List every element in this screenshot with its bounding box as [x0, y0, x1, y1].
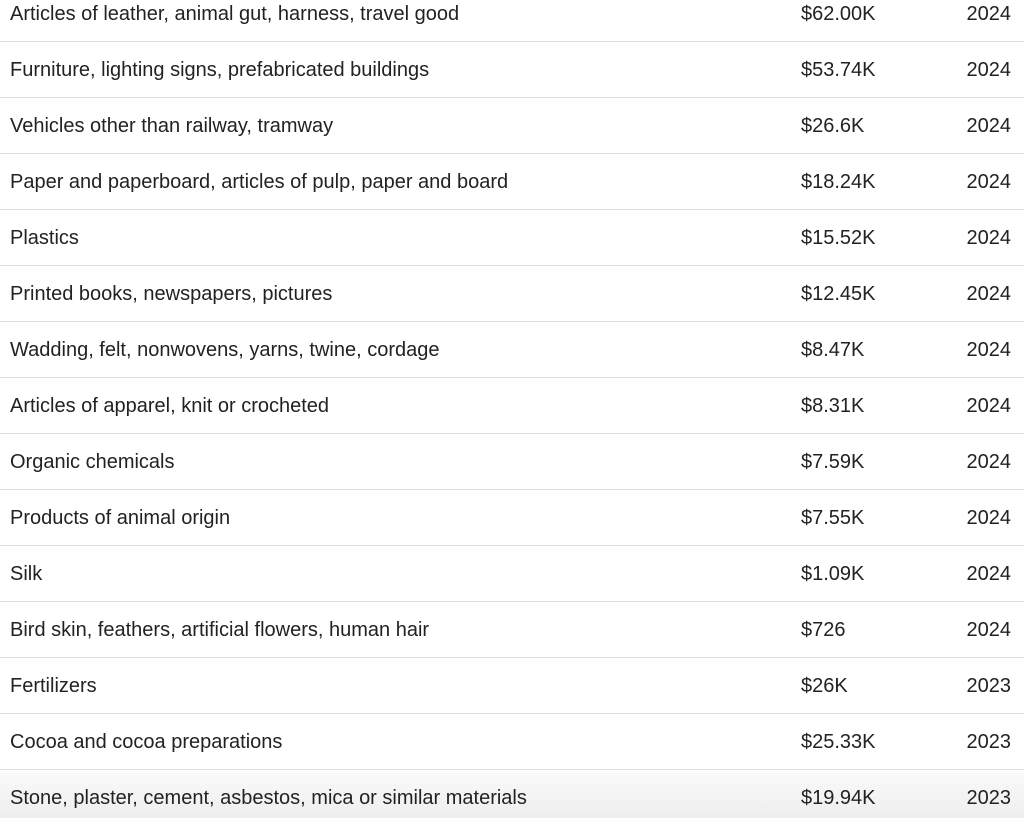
table-row[interactable] [0, 267, 1024, 322]
trade-year: 2024 [966, 395, 1011, 417]
table-row[interactable] [0, 659, 1024, 714]
product-name: Printed books, newspapers, pictures [10, 283, 333, 305]
product-name: Stone, plaster, cement, asbestos, mica or similar materials [10, 787, 527, 809]
trade-value: $8.31K [801, 395, 865, 417]
table-row[interactable] [0, 155, 1024, 210]
product-name: Bird skin, feathers, artificial flowers, human hair [10, 619, 430, 641]
trade-year: 2024 [966, 619, 1011, 641]
trade-value: $25.33K [801, 731, 876, 753]
table-row[interactable] [0, 379, 1024, 434]
product-name: Paper and paperboard, articles of pulp, paper and board [10, 171, 509, 193]
trade-year: 2024 [966, 563, 1011, 585]
trade-year: 2024 [966, 59, 1011, 81]
product-name: Organic chemicals [10, 451, 175, 473]
trade-value: $1.09K [801, 563, 865, 585]
table-row[interactable] [0, 323, 1024, 378]
trade-year: 2024 [966, 451, 1011, 473]
trade-year: 2023 [966, 675, 1011, 697]
trade-year: 2024 [966, 3, 1011, 25]
trade-year: 2024 [966, 171, 1011, 193]
table-row[interactable] [0, 715, 1024, 770]
product-name: Articles of apparel, knit or crocheted [10, 395, 330, 417]
table-row[interactable] [0, 491, 1024, 546]
table-row[interactable] [0, 0, 1024, 42]
table-row[interactable] [0, 547, 1024, 602]
product-name: Fertilizers [10, 675, 97, 697]
trade-year: 2024 [966, 283, 1011, 305]
trade-value: $12.45K [801, 283, 876, 305]
trade-year: 2023 [966, 731, 1011, 753]
trade-value: $53.74K [801, 59, 876, 81]
trade-value: $26.6K [801, 115, 865, 137]
trade-value: $8.47K [801, 339, 865, 361]
trade-year: 2023 [966, 787, 1011, 809]
table-row[interactable] [0, 99, 1024, 154]
trade-year: 2024 [966, 115, 1011, 137]
trade-value: $19.94K [801, 787, 876, 809]
trade-value: $7.55K [801, 507, 865, 529]
trade-value: $726 [801, 619, 846, 641]
product-name: Silk [10, 563, 43, 585]
trade-year: 2024 [966, 507, 1011, 529]
trade-value: $26K [801, 675, 848, 697]
product-name: Cocoa and cocoa preparations [10, 731, 283, 753]
product-name: Furniture, lighting signs, prefabricated buildings [10, 59, 430, 81]
product-name: Wadding, felt, nonwovens, yarns, twine, cordage [10, 339, 440, 361]
table-row[interactable] [0, 43, 1024, 98]
trade-value: $7.59K [801, 451, 865, 473]
table-row[interactable] [0, 435, 1024, 490]
table-row[interactable] [0, 211, 1024, 266]
product-name: Articles of leather, animal gut, harness, travel good [10, 3, 460, 25]
product-name: Plastics [10, 227, 79, 249]
product-name: Vehicles other than railway, tramway [10, 115, 334, 137]
table-row[interactable] [0, 603, 1024, 658]
trade-year: 2024 [966, 227, 1011, 249]
trade-value: $62.00K [801, 3, 876, 25]
trade-year: 2024 [966, 339, 1011, 361]
trade-value: $18.24K [801, 171, 876, 193]
product-name: Products of animal origin [10, 507, 231, 529]
trade-value: $15.52K [801, 227, 876, 249]
table-row[interactable] [0, 771, 1024, 818]
